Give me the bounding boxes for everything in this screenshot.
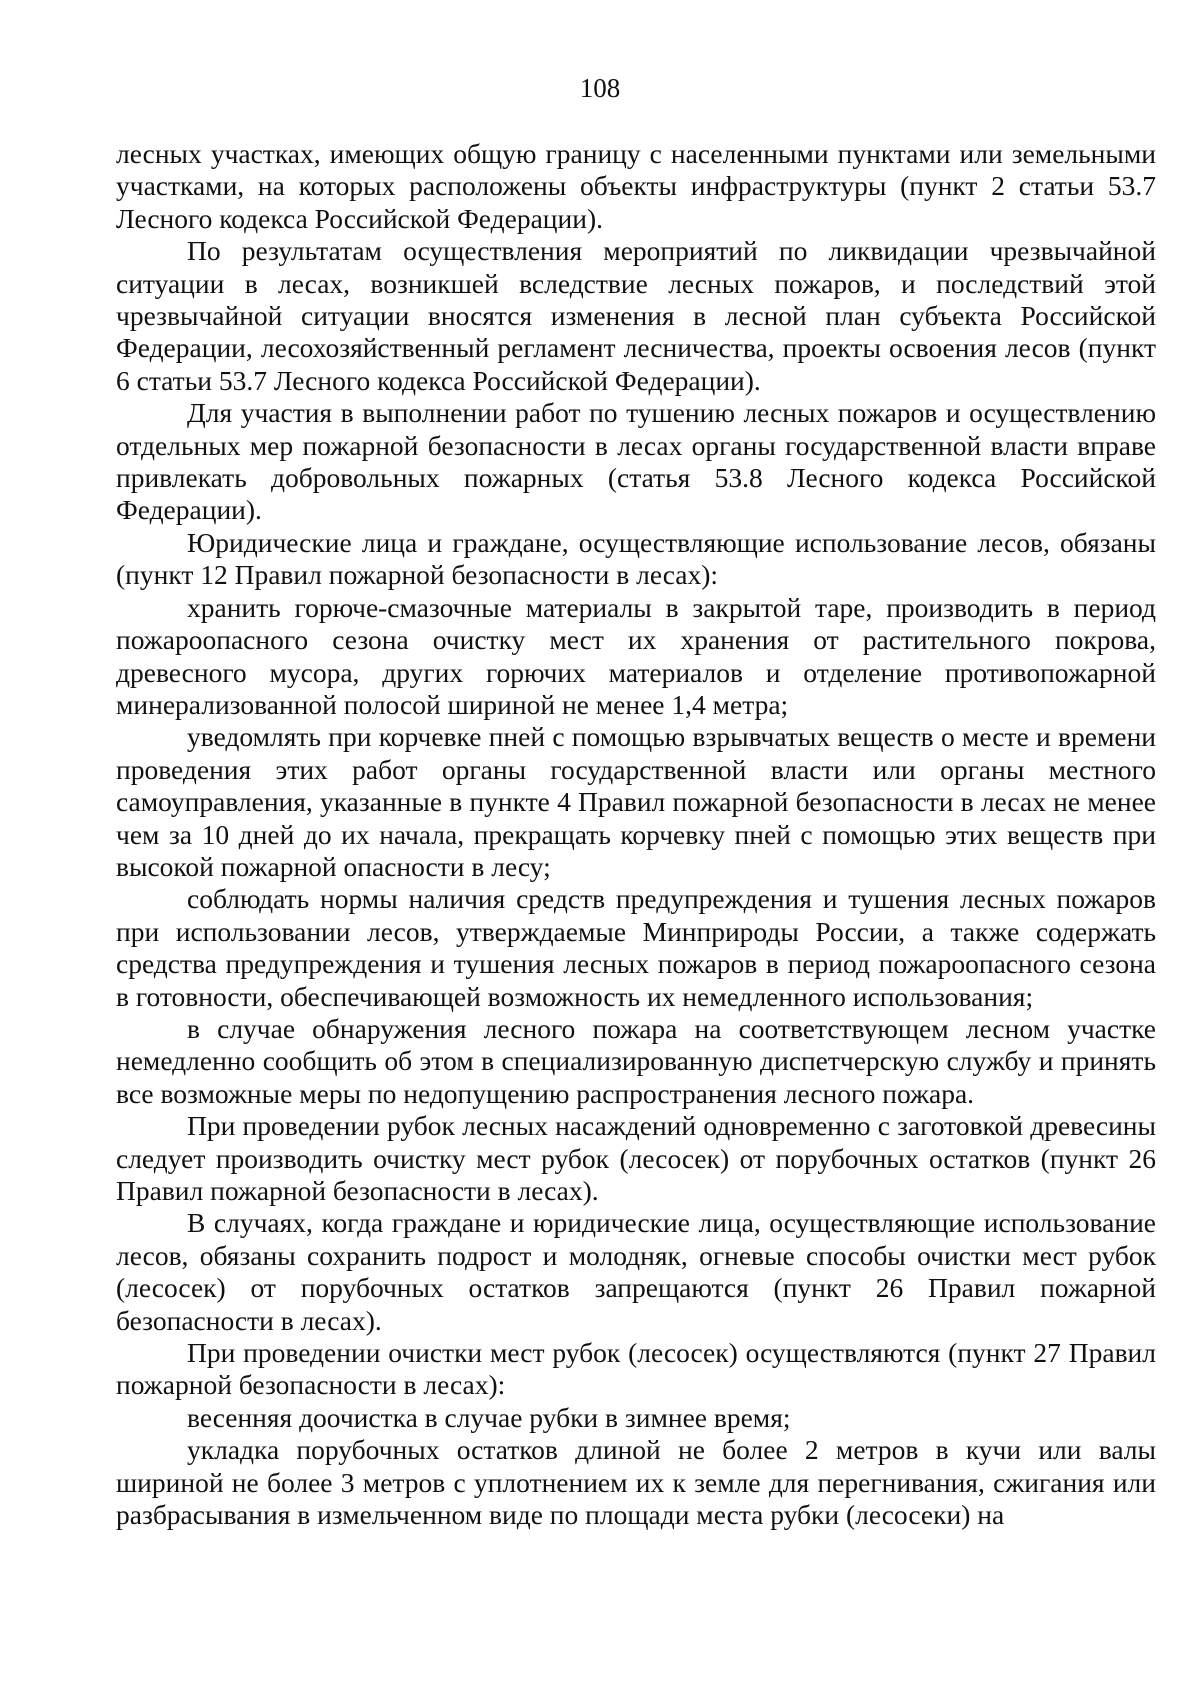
paragraph: в случае обнаружения лесного пожара на соответствующем лесном участке немедленно сообщить об этом в специализированную диспетчерскую службу и принять все возможные меры по недопущению распространения лесного пожара. <box>116 1012 1156 1109</box>
paragraph: При проведении очистки мест рубок (лесосек) осуществляются (пункт 27 Правил пожарной безопасности в лесах): <box>116 1337 1156 1401</box>
paragraph: Для участия в выполнении работ по тушению лесных пожаров и осуществлению отдельных мер пожарной безопасности в лесах органы государственной власти вправе привлекать добровольных пожарных (статья 53.8 Лесного кодекса Российской Федерации). <box>116 397 1156 526</box>
paragraph: При проведении рубок лесных насаждений одновременно с заготовкой древесины следует производить очистку мест рубок (лесосек) от порубочных остатков (пункт 26 Правил пожарной безопасности в лесах). <box>116 1110 1156 1206</box>
body-text <box>116 138 1156 1531</box>
paragraph: уведомлять при корчевке пней с помощью взрывчатых веществ о месте и времени проведения этих работ органы государственной власти или органы местного самоуправления, указанные в пункте 4 Правил пожарной безопасности в лесах не менее чем за 10 дней до их начала, прекращать корчевку пней с помощью этих веществ при высокой пожарной опасности в лесу; <box>116 721 1156 882</box>
paragraph: весенняя доочистка в случае рубки в зимнее время; <box>187 1401 791 1433</box>
paragraph: укладка порубочных остатков длиной не более 2 метров в кучи или валы шириной не более 3 метров с уплотнением их к земле для перегнивания, сжигания или разбрасывания в измельченном виде по площади места рубки (лесосеки) на <box>116 1434 1156 1531</box>
paragraph: В случаях, когда граждане и юридические лица, осуществляющие использование лесов, обязаны сохранить подрост и молодняк, огневые способы очистки мест рубок (лесосек) от порубочных остатков запрещаются (пункт 26 Правил пожарной безопасности в лесах). <box>116 1207 1156 1336</box>
paragraph: соблюдать нормы наличия средств предупреждения и тушения лесных пожаров при использовании лесов, утверждаемые Минприроды России, а также содержать средства предупреждения и тушения лесных пожаров в период пожароопасного сезона в готовности, обеспечивающей возможность их немедленного использования; <box>116 883 1156 1012</box>
paragraph: лесных участках, имеющих общую границу с населенными пунктами или земельными участками, на которых расположены объекты инфраструктуры (пункт 2 статьи 53.7 Лесного кодекса Российской Федерации). <box>116 138 1156 234</box>
page-number: 108 <box>579 73 621 103</box>
paragraph: хранить горюче-смазочные материалы в закрытой таре, производить в период пожароопасного сезона очистку мест их хранения от растительного покрова, древесного мусора, других горючих материалов и отделение противопожарной минерализованной полосой шириной не менее 1,4 метра; <box>116 591 1156 720</box>
paragraph: По результатам осуществления мероприятий по ликвидации чрезвычайной ситуации в лесах, возникшей вследствие лесных пожаров, и последствий этой чрезвычайной ситуации вносятся изменения в лесной план субъекта Российской Федерации, лесохозяйственный регламент лесничества, проекты освоения лесов (пункт 6 статьи 53.7 Лесного кодекса Российской Федерации). <box>116 235 1156 396</box>
paragraph: Юридические лица и граждане, осуществляющие использование лесов, обязаны (пункт 12 Правил пожарной безопасности в лесах): <box>116 526 1156 591</box>
